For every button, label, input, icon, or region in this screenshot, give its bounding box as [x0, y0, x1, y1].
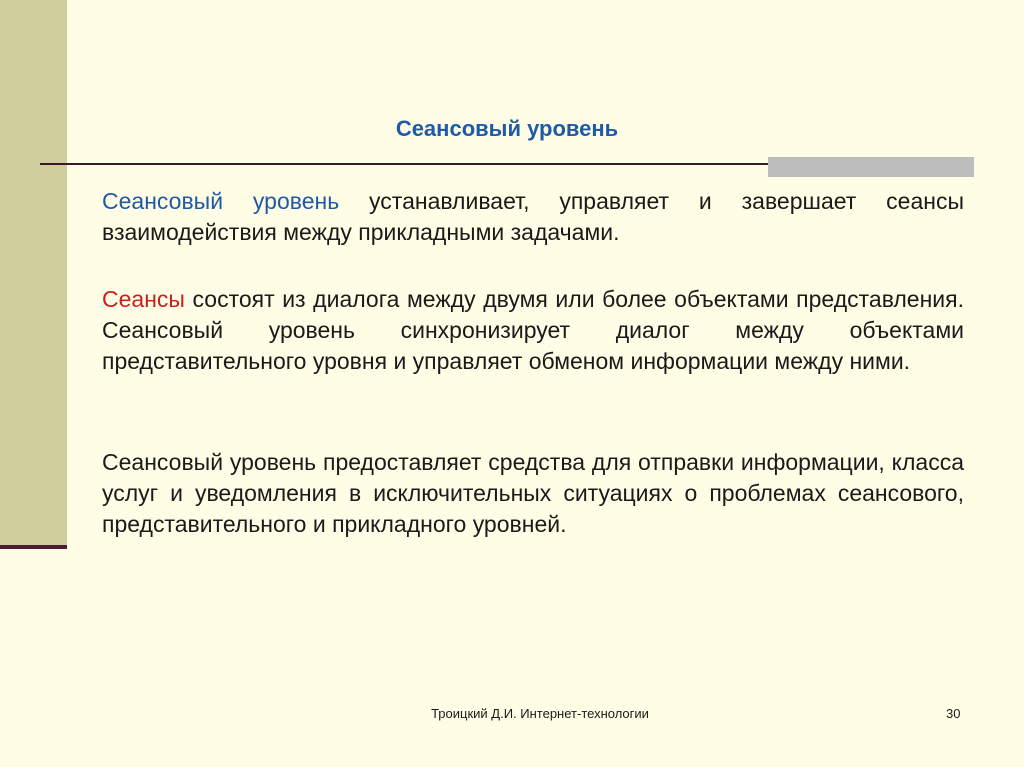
page-number: 30: [946, 706, 961, 721]
paragraph-2: [102, 284, 964, 377]
paragraph-1-text: устанавливает, управляет и завершает сеансы взаимодействия между прикладными задачами.: [102, 188, 964, 245]
paragraph-2-term: Сеансы: [102, 286, 185, 312]
footer-text: Троицкий Д.И. Интернет-технологии: [431, 706, 649, 721]
left-band-underline: [0, 545, 67, 549]
title-divider-accent: [768, 157, 974, 177]
left-decorative-band: [0, 0, 67, 545]
paragraph-1: [102, 186, 964, 248]
paragraph-2-text: состоят из диалога между двумя или более объектами представления. Сеансовый уровень синхронизирует диалог между объектами представительного уровня и управляет обменом информации между ними.: [102, 286, 964, 374]
paragraph-1-term: Сеансовый уровень: [102, 188, 340, 214]
paragraph-3: [102, 447, 964, 540]
paragraph-3-text: Сеансовый уровень предоставляет средства для отправки информации, класса услуг и уведомления в исключительных ситуациях о проблемах сеансового, представительного и прикладного уровней.: [102, 449, 964, 537]
slide-title: Сеансовый уровень: [395, 116, 619, 141]
